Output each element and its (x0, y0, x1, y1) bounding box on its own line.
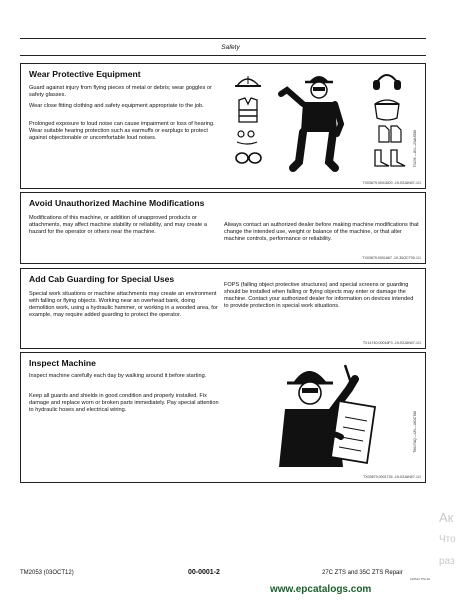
gloves-icon (379, 126, 401, 142)
illustration-code: TS206 —UN—23AUG88 (413, 130, 417, 168)
paragraph: Wear close fitting clothing and safety equipment appropriate to the job. (29, 103, 204, 109)
face-shield-icon (375, 100, 399, 120)
document-title: 27C ZTS and 35C ZTS Repair (322, 570, 403, 576)
document-id: TM2053 (03OCT12) (20, 570, 74, 576)
header-rule-top (20, 38, 426, 39)
reference-code: TX14740,00016F3 -19-03JAN07-1/1 (362, 341, 421, 345)
pen-icon (345, 365, 351, 383)
overlay-text-fragment: Что (439, 534, 456, 545)
inspector-with-clipboard-illustration (279, 361, 399, 469)
paragraph: Guard against injury from flying pieces of metal or debris; wear goggles or safety glasses. (29, 85, 212, 98)
paragraph: Modifications of this machine, or addition of unapproved products or attachments, may affect machine stability or reliability, and may create a hazard for the operator or others near the machine. (29, 215, 207, 235)
paragraph: Always contact an authorized dealer before making machine modifications that change the intended use, weight or balance of the machine, or that alter machine controls, performance or reliability. (224, 222, 419, 242)
goggles-icon (236, 153, 261, 163)
earplugs-icon (237, 131, 257, 144)
section-title: Add Cab Guarding for Special Uses (29, 274, 175, 284)
paragraph: FOPS (falling object protective structures) and special screens or guarding should be installed when falling or flying objects may enter or damage the machine. Contact your authorized dealer for information on devices intended to provide protection in special work situations. (224, 282, 414, 309)
protective-equipment-illustration (233, 68, 413, 174)
section-avoid-unauthorized-modifications (20, 192, 426, 264)
section-title: Avoid Unauthorized Machine Modifications (29, 198, 205, 208)
paragraph: Special work situations or machine attachments may create an environment with falling or flying objects. Working near an overhead bank, doing demolition work, using a hydraulic hammer, or working in a wooded area, for example, may require added guarding to protect the operator. (29, 291, 218, 318)
illustration-code: T6607AQ —UN—18OCT88 (413, 411, 417, 453)
reference-code: TX03679,0001734 -19-03JAN07-1/1 (363, 475, 421, 479)
safety-vest-icon (239, 98, 257, 122)
reference-code: TX03679,00016D0 -19-03JAN07-1/1 (362, 181, 421, 185)
paragraph: Prolonged exposure to loud noise can cause impairment or loss of hearing. Wear suitable hearing protection such as earmuffs or earplugs to protect against objectionable or uncomfortable loud noises. (29, 121, 215, 141)
overlay-heading-fragment: Ак (439, 510, 454, 525)
safety-boots-icon (375, 150, 405, 166)
paragraph: Inspect machine carefully each day by walking around it before starting. (29, 373, 207, 379)
section-add-cab-guarding (20, 268, 426, 349)
section-title: Inspect Machine (29, 358, 96, 368)
page-code: 100512 PN=10 (410, 577, 431, 581)
section-title: Wear Protective Equipment (29, 69, 141, 79)
section-inspect-machine (20, 352, 426, 483)
section-wear-protective-equipment (20, 63, 426, 189)
earmuffs-icon (373, 75, 401, 90)
overlay-text-fragment: раз (439, 556, 455, 567)
worker-figure-icon (281, 76, 341, 168)
header-rule-bottom (20, 55, 426, 56)
paragraph: Keep all guards and shields in good condition and properly installed. Fix damage and replace worn or broken parts immediately. Pay special attention to hydraulic hoses and electrical wiring. (29, 393, 219, 413)
hard-hat-icon (235, 76, 261, 86)
watermark-link[interactable]: www.epcatalogs.com (270, 584, 372, 595)
page-number: 00-0001-2 (188, 569, 220, 576)
reference-code: TX03679,0001667 -19-30OCT00-1/1 (362, 256, 421, 260)
page-header-section: Safety (221, 44, 240, 51)
